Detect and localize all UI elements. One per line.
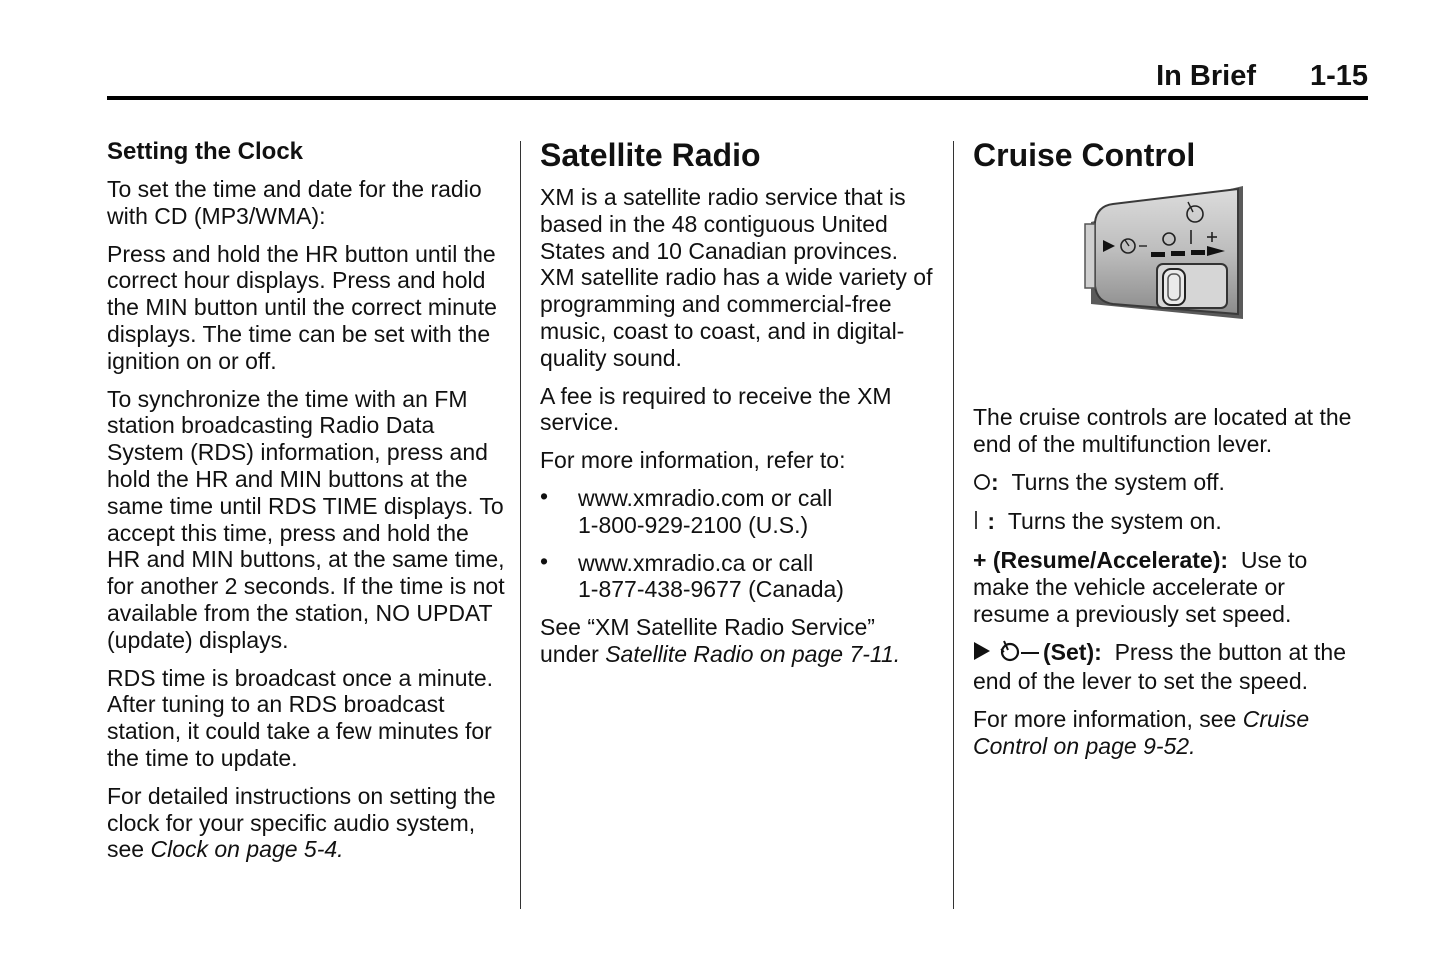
column-setting-clock xyxy=(107,136,507,874)
paragraph: XM is a satellite radio service that is based in the 48 contiguous United States and 10 Canadian provinces. XM satellite radio has a wide variety of programming and commercial-free music, coast to coast, and in digital-quality sound. xyxy=(540,184,933,371)
paragraph: To set the time and date for the radio with CD (MP3/WMA): xyxy=(107,176,482,229)
paragraph xyxy=(973,706,1368,760)
bullet: • xyxy=(540,482,549,509)
column-divider xyxy=(520,141,521,909)
contact-list xyxy=(540,482,935,603)
list-item xyxy=(540,482,935,539)
off-control-description xyxy=(973,469,1368,497)
column-cruise-control xyxy=(973,136,1368,771)
resume-control-description xyxy=(973,547,1368,627)
list-item-line: 1-800-929-2100 (U.S.) xyxy=(578,511,809,538)
cruise-control-heading: Cruise Control xyxy=(973,137,1196,173)
header-rule xyxy=(107,96,1368,100)
set-label: (Set): xyxy=(1043,638,1102,665)
paragraph-text: See “XM Satellite Radio Service” under xyxy=(540,614,875,667)
list-item-line: www.xmradio.com or call xyxy=(578,484,833,511)
paragraph-text: For detailed instructions on setting the clock for your specific audio system, see xyxy=(107,782,496,863)
off-circle-icon xyxy=(973,470,991,497)
set-control-description xyxy=(973,639,1368,696)
paragraph: The cruise controls are located at the end of the multifunction lever. xyxy=(973,404,1352,457)
satellite-radio-reference-link[interactable]: Satellite Radio on page 7-11. xyxy=(605,640,901,667)
paragraph: For more information, refer to: xyxy=(540,447,846,474)
satellite-radio-heading: Satellite Radio xyxy=(540,137,761,173)
page-number: 1-15 xyxy=(1309,60,1368,92)
paragraph: A fee is required to receive the XM service. xyxy=(540,382,892,436)
resume-description-text: Use to make the vehicle accelerate or resume a previously set speed. xyxy=(973,547,1308,627)
column-satellite-radio xyxy=(540,136,935,679)
list-item-line: 1-877-438-9677 (Canada) xyxy=(578,576,844,603)
set-description-text: Press the button at the end of the lever to set the speed. xyxy=(973,638,1346,695)
cruise-control-reference-link[interactable]: Cruise Control on page 9-52. xyxy=(973,706,1310,760)
clock-reference-link[interactable]: Clock on page 5-4. xyxy=(150,836,344,863)
column-divider xyxy=(953,141,954,909)
paragraph: To synchronize the time with an FM station broadcasting Radio Data System (RDS) information, press and hold the HR and MIN buttons at the same time until RDS TIME displays. To accept this time, press and hold the HR and MIN buttons, at the same time, for another 2 seconds. If the time is not available from the station, NO UPDAT (update) displays. xyxy=(107,385,505,653)
page-header xyxy=(107,58,1368,94)
resume-label: + (Resume/Accelerate): xyxy=(973,547,1229,574)
on-bar-icon xyxy=(973,509,981,536)
off-description-text: Turns the system off. xyxy=(1011,468,1225,495)
paragraph: Press and hold the HR button until the correct hour displays. Press and hold the MIN button until the correct minute displays. The time can be set with the ignition on or off. xyxy=(107,240,497,374)
list-item xyxy=(540,547,935,604)
cruise-lever-icon xyxy=(1083,184,1253,324)
cruise-lever-illustration xyxy=(973,184,1368,404)
off-label-suffix: : xyxy=(991,468,999,495)
on-description-text: Turns the system on. xyxy=(1007,507,1222,534)
paragraph xyxy=(107,783,507,863)
paragraph: RDS time is broadcast once a minute. After tuning to an RDS broadcast station, it could take a few minutes for the time to update. xyxy=(107,664,494,771)
on-label-suffix: : xyxy=(987,507,996,534)
set-speed-icon xyxy=(973,639,1043,669)
paragraph-text: For more information, see xyxy=(973,706,1243,733)
list-item-line: www.xmradio.ca or call xyxy=(578,549,814,576)
section-title: In Brief xyxy=(1156,60,1256,92)
on-control-description xyxy=(973,508,1368,536)
setting-clock-heading: Setting the Clock xyxy=(107,138,304,165)
bullet: • xyxy=(540,547,549,574)
paragraph xyxy=(540,614,935,668)
